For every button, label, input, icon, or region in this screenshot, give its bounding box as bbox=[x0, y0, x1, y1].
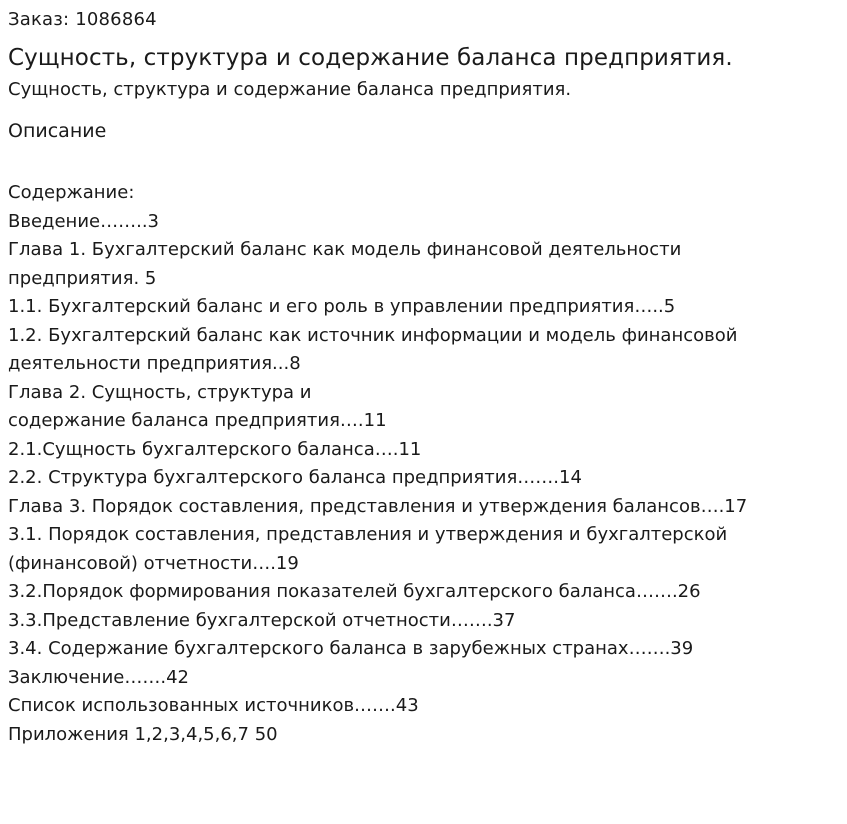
toc-line: 2.2. Структура бухгалтерского баланса предприятия…….14 bbox=[8, 467, 582, 488]
toc-line: Глава 1. Бухгалтерский баланс как модель финансовой деятельности bbox=[8, 239, 682, 260]
toc-line: Глава 2. Сущность, структура и bbox=[8, 381, 312, 403]
toc-line: Введение……..3 bbox=[8, 210, 159, 232]
toc-line: предприятия. 5 bbox=[8, 267, 157, 289]
toc-line: Приложения 1,2,3,4,5,6,7 50 bbox=[8, 723, 278, 745]
table-of-contents bbox=[8, 179, 839, 749]
toc-line: 1.1. Бухгалтерский баланс и его роль в управлении предприятия…..5 bbox=[8, 296, 676, 317]
page-title: Сущность, структура и содержание баланса предприятия. bbox=[8, 45, 733, 71]
toc-line: 3.3.Представление бухгалтерской отчетности…….37 bbox=[8, 609, 516, 631]
page-subtitle: Сущность, структура и содержание баланса предприятия. bbox=[8, 79, 572, 100]
toc-line: 3.1. Порядок составления, представления и утверждения и бухгалтерской bbox=[8, 524, 728, 545]
toc-line: Заключение…….42 bbox=[8, 666, 189, 688]
toc-line: Список использованных источников…….43 bbox=[8, 695, 419, 716]
toc-line: (финансовой) отчетности….19 bbox=[8, 552, 299, 574]
toc-line: деятельности предприятия...8 bbox=[8, 353, 301, 374]
toc-heading: Содержание: bbox=[8, 182, 135, 203]
toc-line: 3.4. Содержание бухгалтерского баланса в зарубежных странах…….39 bbox=[8, 638, 694, 659]
toc-line: 3.2.Порядок формирования показателей бухгалтерского баланса…….26 bbox=[8, 581, 701, 602]
toc-line: содержание баланса предприятия….11 bbox=[8, 410, 387, 431]
description-heading: Описание bbox=[8, 120, 107, 142]
toc-line: Глава 3. Порядок составления, представления и утверждения балансов….17 bbox=[8, 495, 748, 517]
toc-line: 2.1.Сущность бухгалтерского баланса….11 bbox=[8, 438, 422, 460]
order-number: Заказ: 1086864 bbox=[8, 9, 157, 30]
toc-line: 1.2. Бухгалтерский баланс как источник информации и модель финансовой bbox=[8, 324, 738, 346]
